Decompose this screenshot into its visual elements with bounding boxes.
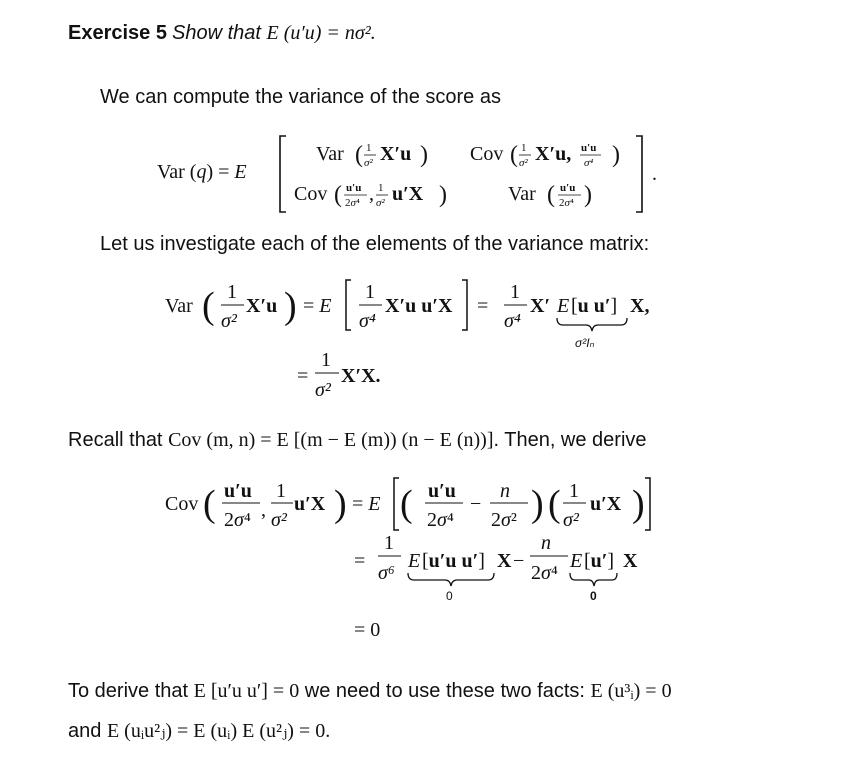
svg-text:σ²: σ² — [271, 509, 287, 531]
svg-text:,: , — [261, 499, 266, 521]
closing-mid: we need to use these two facts: — [299, 680, 591, 702]
matrix-right-bracket — [636, 136, 642, 212]
svg-text:n: n — [541, 532, 551, 554]
svg-text:=: = — [354, 550, 366, 572]
svg-text:σ⁴: σ⁴ — [359, 310, 376, 332]
exercise-title — [68, 22, 376, 45]
svg-text:(: ( — [355, 142, 363, 168]
underbrace-zero-2 — [570, 573, 617, 586]
svg-text:u′X: u′X — [392, 183, 424, 205]
svg-text:2σ⁴: 2σ⁴ — [559, 197, 574, 209]
investigate-text: Let us investigate each of the elements of the variance matrix: — [100, 233, 650, 255]
svg-text:1: 1 — [510, 281, 520, 303]
svg-text:σ²: σ² — [376, 197, 385, 209]
svg-text:Cov: Cov — [470, 143, 504, 165]
recall-suffix: . Then, we derive — [493, 429, 647, 451]
svg-text:X′: X′ — [530, 295, 551, 317]
underbrace-label-1: 0 — [446, 589, 453, 603]
svg-text:= 0: = 0 — [354, 619, 381, 641]
svg-text:(: ( — [334, 182, 342, 208]
svg-text:−: − — [470, 493, 482, 515]
matrix-lhs — [157, 161, 247, 183]
svg-text:[u′u u′]: [u′u u′] — [422, 550, 485, 572]
svg-text:1: 1 — [569, 480, 579, 502]
svg-text:2σ⁴: 2σ⁴ — [224, 509, 251, 531]
underbrace-sigma2In — [557, 318, 627, 331]
svg-text:σ⁶: σ⁶ — [378, 562, 395, 584]
svg-text:(: ( — [400, 483, 413, 525]
matrix-r2c2 — [508, 182, 592, 209]
svg-text:Cov: Cov — [165, 493, 199, 515]
svg-text:σ²: σ² — [364, 157, 373, 169]
svg-text:u′u: u′u — [560, 182, 576, 194]
cov-derivation — [0, 470, 844, 650]
closing-line1 — [68, 680, 672, 703]
svg-text:1: 1 — [276, 480, 286, 502]
svg-text:u′u: u′u — [581, 142, 597, 154]
var-derivation — [0, 270, 844, 400]
svg-text:2σ⁴: 2σ⁴ — [427, 509, 454, 531]
svg-text:1: 1 — [227, 281, 237, 303]
matrix-r1c2 — [470, 142, 620, 169]
matrix-left-bracket — [280, 136, 286, 212]
closing-math2: E (u³ᵢ) = 0 — [590, 680, 672, 702]
matrix-r2c1 — [294, 182, 447, 209]
svg-text:,: , — [369, 183, 374, 205]
recall-prefix: Recall that — [68, 429, 169, 451]
underbrace-label-2: 0 — [590, 589, 597, 603]
svg-text:(: ( — [203, 483, 216, 525]
svg-text:1: 1 — [378, 182, 384, 194]
svg-text:σ²: σ² — [519, 157, 528, 169]
svg-text:u′u: u′u — [224, 480, 252, 502]
svg-text:n: n — [500, 480, 510, 502]
svg-text:): ) — [612, 142, 620, 168]
svg-text:σ²: σ² — [563, 509, 579, 531]
svg-text:): ) — [334, 483, 347, 525]
svg-text:2σ⁴: 2σ⁴ — [345, 197, 360, 209]
svg-text:(: ( — [202, 285, 215, 327]
svg-text:1: 1 — [365, 281, 375, 303]
closing-prefix: To derive that — [68, 680, 194, 702]
svg-text:(: ( — [510, 142, 518, 168]
svg-text:2σ²: 2σ² — [491, 509, 517, 531]
matrix-r1c1 — [316, 142, 428, 169]
svg-text:Var (q) = E: Var (q) = E — [157, 161, 247, 183]
svg-text:=: = — [297, 365, 309, 387]
underbrace-label: σ²Iₙ — [575, 336, 595, 350]
svg-text:u′u: u′u — [346, 182, 362, 194]
svg-text:σ⁴: σ⁴ — [584, 157, 594, 169]
recall-line — [68, 429, 647, 452]
svg-text:X: X — [623, 550, 638, 572]
svg-text:= E: = E — [303, 295, 332, 317]
intro-text: We can compute the variance of the score as — [100, 86, 501, 108]
svg-text:−: − — [513, 550, 525, 572]
svg-text:X′u,: X′u, — [535, 143, 572, 165]
svg-text:[u′]: [u′] — [584, 550, 615, 572]
svg-text:Cov: Cov — [294, 183, 328, 205]
svg-text:X,: X, — [630, 295, 650, 317]
svg-text:[u u′]: [u u′] — [571, 295, 618, 317]
svg-text:X′u: X′u — [246, 295, 278, 317]
svg-text:X′X.: X′X. — [341, 365, 381, 387]
closing-line2 — [68, 718, 330, 743]
svg-text:X: X — [497, 550, 512, 572]
svg-text:Var: Var — [165, 295, 193, 317]
svg-text:Var: Var — [316, 143, 344, 165]
variance-matrix-equation — [0, 130, 844, 220]
svg-text:σ⁴: σ⁴ — [504, 310, 521, 332]
svg-text:u′u: u′u — [428, 480, 456, 502]
svg-text:2σ⁴: 2σ⁴ — [531, 562, 558, 584]
cov-line1 — [165, 478, 650, 531]
svg-text:E: E — [557, 295, 570, 317]
svg-text:= E: = E — [352, 493, 381, 515]
svg-text:X′u: X′u — [380, 143, 412, 165]
svg-text:1: 1 — [384, 532, 394, 554]
svg-text:X′u u′X: X′u u′X — [385, 295, 453, 317]
underbrace-zero-1 — [408, 573, 494, 586]
svg-text:E: E — [570, 550, 583, 572]
svg-text:=: = — [477, 295, 489, 317]
svg-text:(: ( — [547, 182, 555, 208]
svg-text:Var: Var — [508, 183, 536, 205]
svg-text:): ) — [531, 483, 544, 525]
recall-math: Cov (m, n) = E [(m − E (m)) (n − E (n))] — [168, 429, 494, 451]
exercise-statement-prefix: Show that — [171, 22, 267, 44]
svg-text:1: 1 — [521, 142, 527, 154]
closing-line2-math: E (uᵢu²ⱼ) = E (uᵢ) E (u²ⱼ) = 0. — [106, 720, 331, 742]
matrix-period: . — [652, 163, 657, 185]
svg-text:): ) — [439, 182, 447, 208]
svg-text:u′X: u′X — [294, 493, 326, 515]
exercise-statement-math: E (u′u) = nσ². — [266, 22, 376, 44]
svg-text:): ) — [584, 182, 592, 208]
svg-text:σ²: σ² — [221, 310, 237, 332]
svg-text:u′X: u′X — [590, 493, 622, 515]
exercise-label: Exercise 5 — [68, 22, 167, 44]
closing-line2-prefix: and — [68, 720, 107, 742]
svg-text:E: E — [408, 550, 421, 572]
var-line2 — [297, 349, 381, 400]
svg-text:σ²: σ² — [315, 379, 331, 400]
svg-text:(: ( — [548, 483, 561, 525]
svg-text:1: 1 — [321, 349, 331, 371]
svg-text:1: 1 — [366, 142, 372, 154]
svg-text:): ) — [420, 142, 428, 168]
cov-line2 — [354, 532, 638, 603]
var-line1 — [165, 280, 649, 350]
svg-text:): ) — [284, 285, 297, 327]
svg-text:): ) — [632, 483, 645, 525]
cov-line3 — [354, 619, 380, 641]
closing-math1: E [u′u u′] = 0 — [193, 680, 300, 702]
